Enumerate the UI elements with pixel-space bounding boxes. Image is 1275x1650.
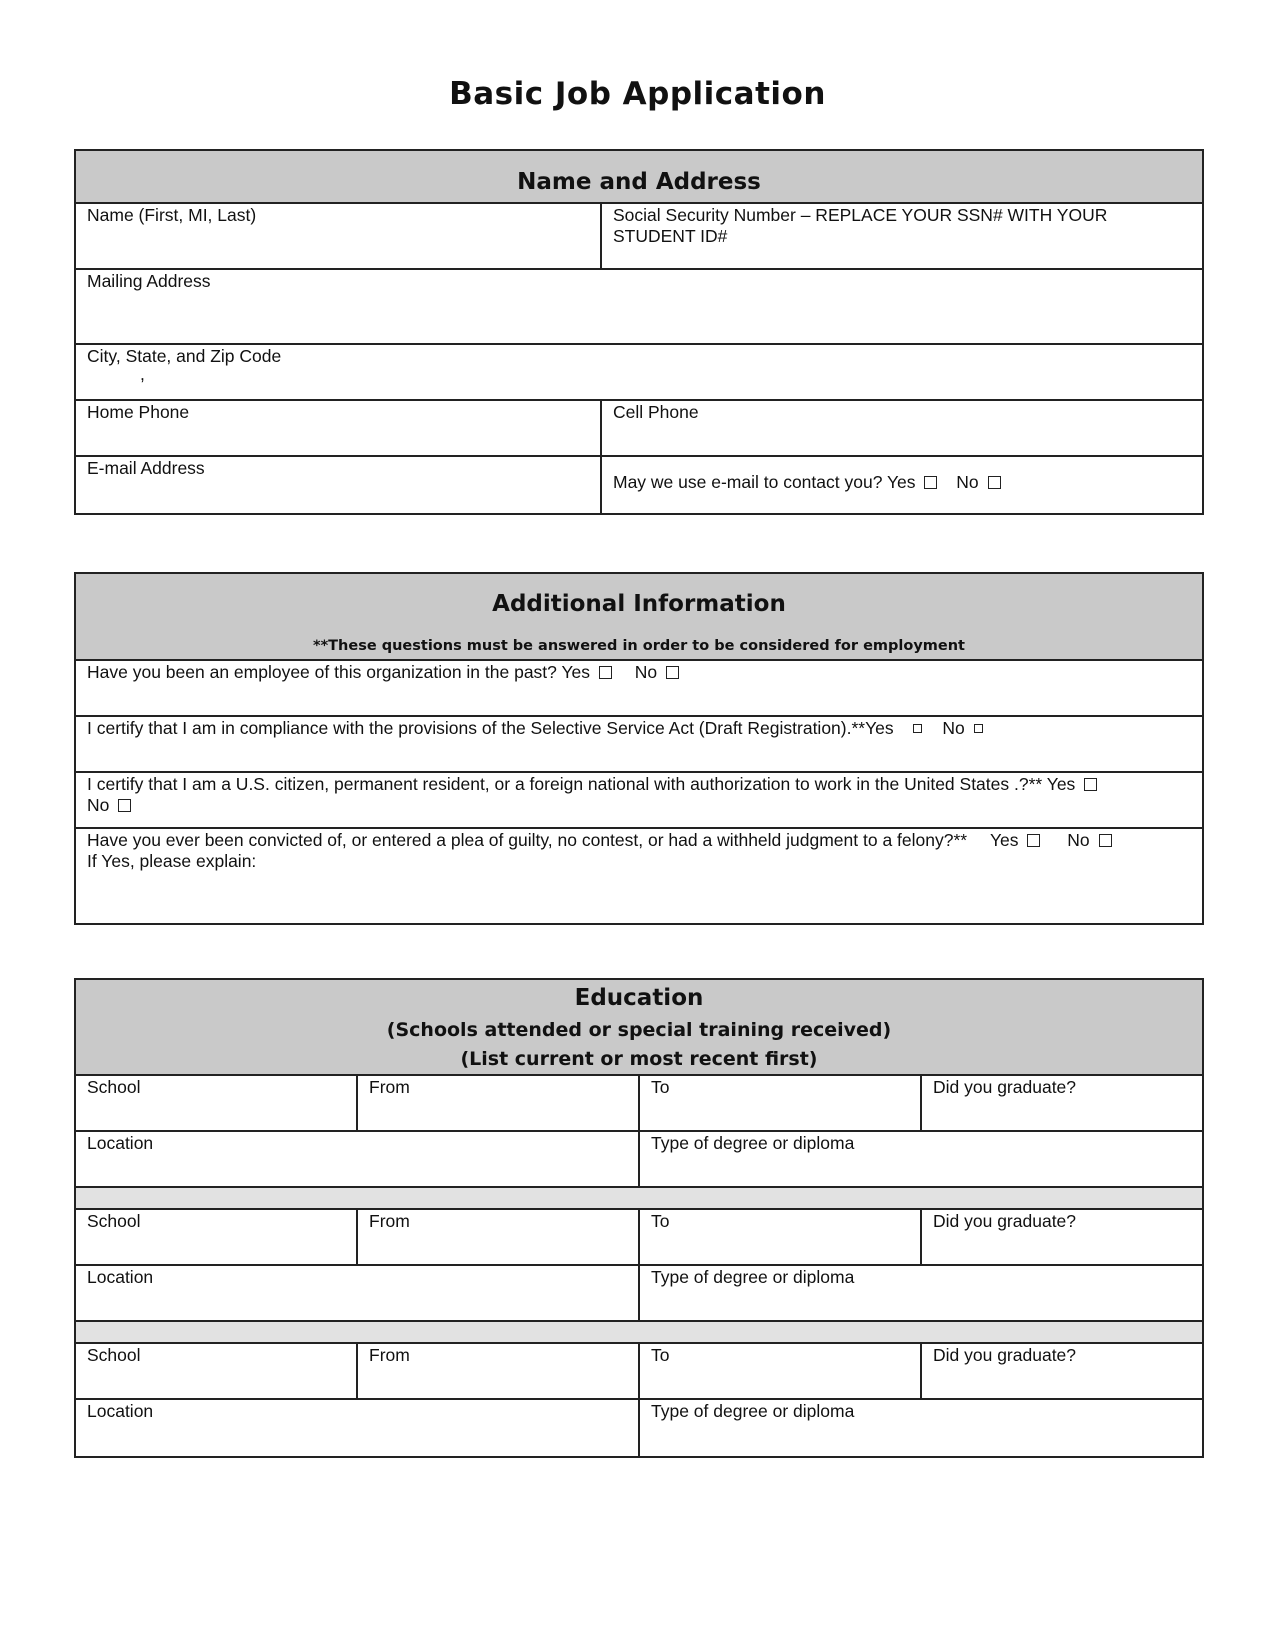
graduate-label: Did you graduate? <box>933 1345 1077 1365</box>
separator <box>76 1322 1202 1344</box>
city-state-zip-field[interactable] <box>76 345 1202 399</box>
school-3-field[interactable] <box>76 1344 358 1398</box>
felony-question <box>76 829 1202 923</box>
felony-no-checkbox[interactable] <box>1099 834 1112 847</box>
name-address-heading: Name and Address <box>76 151 1202 204</box>
school-2-from-field[interactable] <box>358 1210 640 1264</box>
cell-phone-label: Cell Phone <box>613 402 699 422</box>
school-3-location-field[interactable] <box>76 1400 640 1456</box>
ssn-field[interactable] <box>602 204 1202 268</box>
education-heading: Education <box>574 985 704 1011</box>
additional-info-section <box>74 572 1204 925</box>
school-1-to-field[interactable] <box>640 1076 922 1130</box>
home-phone-label: Home Phone <box>87 402 190 422</box>
name-address-section <box>74 149 1204 515</box>
email-contact-yes-checkbox[interactable] <box>924 476 937 489</box>
prior-employee-no-label: No <box>634 662 658 682</box>
location-label: Location <box>87 1267 154 1287</box>
email-contact-no-checkbox[interactable] <box>988 476 1001 489</box>
location-label: Location <box>87 1133 154 1153</box>
from-label: From <box>369 1211 410 1231</box>
additional-info-subheading: **These questions must be answered in order to be considered for employment <box>313 638 965 654</box>
email-contact-no-label: No <box>956 472 979 492</box>
school-2-graduate-field[interactable] <box>922 1210 1202 1264</box>
school-3-to-field[interactable] <box>640 1344 922 1398</box>
school-1-degree-field[interactable] <box>640 1132 1202 1186</box>
degree-label: Type of degree or diploma <box>651 1267 855 1287</box>
felony-yes-label: Yes <box>989 830 1019 850</box>
felony-yes-checkbox[interactable] <box>1027 834 1040 847</box>
to-label: To <box>651 1345 670 1365</box>
selective-service-no-checkbox[interactable] <box>974 724 983 733</box>
prior-employee-yes-checkbox[interactable] <box>599 666 612 679</box>
to-label: To <box>651 1211 670 1231</box>
citizenship-question <box>76 773 1202 827</box>
from-label: From <box>369 1345 410 1365</box>
selective-service-label: I certify that I am in compliance with the provisions of the Selective Service Act (Draft Registration).**Yes <box>87 718 894 738</box>
citizenship-label: I certify that I am a U.S. citizen, permanent resident, or a foreign national with authorization to work in the United States .?** Yes <box>87 774 1076 794</box>
education-subheading-1: (Schools attended or special training received) <box>386 1019 892 1041</box>
school-1-from-field[interactable] <box>358 1076 640 1130</box>
citizenship-no-label: No <box>87 795 110 815</box>
felony-no-label: No <box>1067 830 1090 850</box>
school-1-field[interactable] <box>76 1076 358 1130</box>
school-label: School <box>87 1345 141 1365</box>
citizenship-yes-checkbox[interactable] <box>1084 778 1097 791</box>
city-comma: , <box>140 364 145 384</box>
email-contact-label: May we use e-mail to contact you? Yes <box>613 472 916 492</box>
school-2-field[interactable] <box>76 1210 358 1264</box>
to-label: To <box>651 1077 670 1097</box>
location-label: Location <box>87 1401 154 1421</box>
school-2-location-field[interactable] <box>76 1266 640 1320</box>
felony-explain-label: If Yes, please explain: <box>87 851 257 871</box>
name-label: Name (First, MI, Last) <box>87 205 257 225</box>
graduate-label: Did you graduate? <box>933 1211 1077 1231</box>
additional-info-heading: Additional Information <box>492 591 786 617</box>
selective-service-no-label: No <box>942 718 965 738</box>
school-3-degree-field[interactable] <box>640 1400 1202 1456</box>
degree-label: Type of degree or diploma <box>651 1133 855 1153</box>
page-title: Basic Job Application <box>449 76 826 112</box>
school-1-location-field[interactable] <box>76 1132 640 1186</box>
school-label: School <box>87 1211 141 1231</box>
felony-label: Have you ever been convicted of, or entered a plea of guilty, no contest, or had a withheld judgment to a felony?** <box>87 830 968 850</box>
mailing-address-label: Mailing Address <box>87 271 211 291</box>
separator <box>76 1188 1202 1210</box>
name-field[interactable] <box>76 204 602 268</box>
prior-employee-label: Have you been an employee of this organization in the past? Yes <box>87 662 590 682</box>
school-2-to-field[interactable] <box>640 1210 922 1264</box>
city-state-zip-label: City, State, and Zip Code <box>87 346 282 366</box>
selective-service-question <box>76 717 1202 771</box>
graduate-label: Did you graduate? <box>933 1077 1077 1097</box>
school-label: School <box>87 1077 141 1097</box>
school-2-degree-field[interactable] <box>640 1266 1202 1320</box>
school-3-graduate-field[interactable] <box>922 1344 1202 1398</box>
home-phone-field[interactable] <box>76 401 602 455</box>
mailing-address-field[interactable] <box>76 270 1202 343</box>
prior-employee-no-checkbox[interactable] <box>666 666 679 679</box>
school-3-from-field[interactable] <box>358 1344 640 1398</box>
from-label: From <box>369 1077 410 1097</box>
email-contact-question <box>602 457 1202 513</box>
education-section <box>74 978 1204 1458</box>
prior-employee-question <box>76 661 1202 715</box>
email-label: E-mail Address <box>87 458 205 478</box>
email-field[interactable] <box>76 457 602 513</box>
school-1-graduate-field[interactable] <box>922 1076 1202 1130</box>
cell-phone-field[interactable] <box>602 401 1202 455</box>
selective-service-yes-checkbox[interactable] <box>913 724 922 733</box>
ssn-label: Social Security Number – REPLACE YOUR SSN# WITH YOUR STUDENT ID# <box>613 205 1108 246</box>
education-subheading-2: (List current or most recent first) <box>460 1048 818 1070</box>
degree-label: Type of degree or diploma <box>651 1401 855 1421</box>
citizenship-no-checkbox[interactable] <box>118 799 131 812</box>
